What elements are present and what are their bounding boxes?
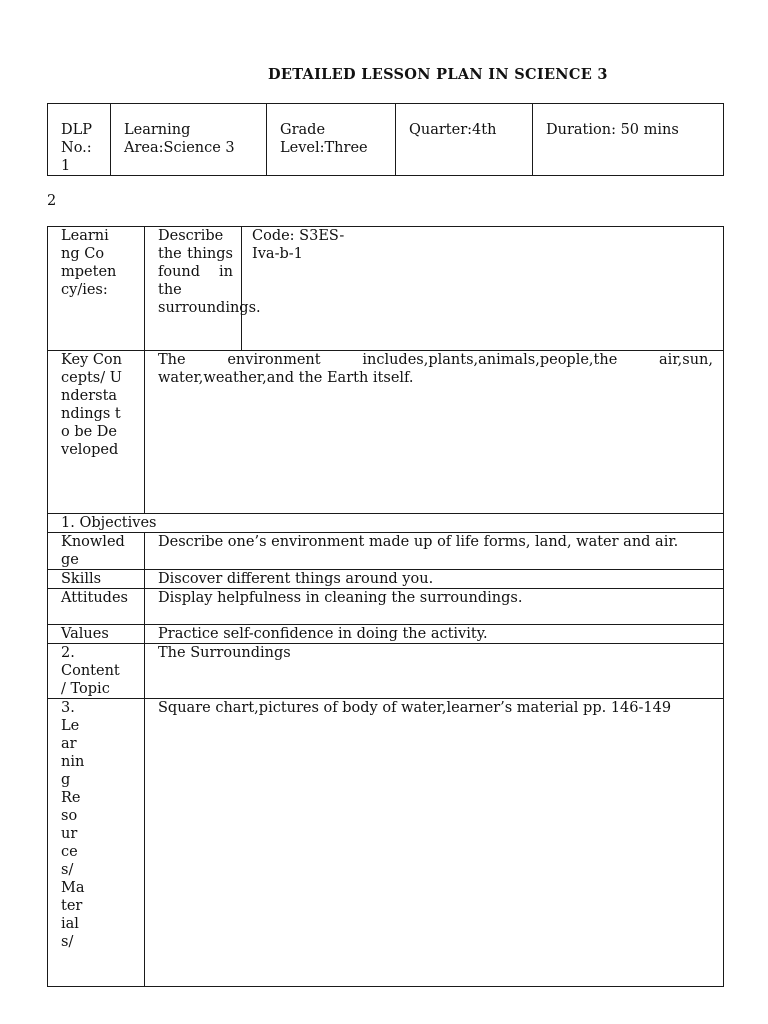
dlp-header-table — [47, 103, 724, 176]
values-row — [48, 625, 724, 644]
knowledge-row — [48, 533, 724, 570]
resources-text: Square chart,pictures of body of water,learner’s material pp. 146-149 — [158, 700, 672, 716]
key-concepts-row — [48, 351, 724, 514]
duration: Duration: 50 mins — [546, 122, 679, 138]
lesson-plan-table — [47, 226, 724, 987]
competency-row — [48, 227, 724, 351]
values-label: Values — [61, 626, 109, 642]
resources-text-cell — [145, 699, 724, 987]
skills-text: Discover different things around you. — [158, 571, 434, 587]
competency-code-cell — [242, 227, 724, 351]
page-number: 2 — [47, 193, 57, 209]
knowledge-label: Knowledge — [61, 534, 125, 568]
content-text-cell — [145, 644, 724, 699]
objectives-heading-cell — [48, 514, 724, 533]
attitudes-row — [48, 589, 724, 625]
values-text: Practice self-confidence in doing the activity. — [158, 626, 488, 642]
key-concepts-label: Key Concepts/ Understandings to be Developed — [61, 352, 122, 458]
knowledge-label-cell — [48, 533, 145, 570]
key-concepts-label-cell — [48, 351, 145, 514]
competency-description: Describe the things found in the surroundings. — [158, 228, 261, 316]
grade-level-cell — [267, 104, 396, 176]
knowledge-text: Describe one’s environment made up of life forms, land, water and air. — [158, 534, 679, 550]
page-title: DETAILED LESSON PLAN IN SCIENCE 3 — [268, 66, 608, 83]
resources-label: 3. Learning Resources/Materials/ — [61, 700, 85, 950]
objectives-heading-row — [48, 514, 724, 533]
knowledge-text-cell — [145, 533, 724, 570]
attitudes-text: Display helpfulness in cleaning the surroundings. — [158, 590, 523, 606]
learning-area: Learning Area:Science 3 — [124, 122, 235, 156]
values-label-cell — [48, 625, 145, 644]
skills-row — [48, 570, 724, 589]
learning-area-cell — [111, 104, 267, 176]
skills-label-cell — [48, 570, 145, 589]
key-concepts-text-cell — [145, 351, 724, 514]
content-row — [48, 644, 724, 699]
resources-label-cell — [48, 699, 145, 987]
content-label: 2. Content / Topic — [61, 645, 120, 697]
content-text: The Surroundings — [158, 645, 291, 661]
objectives-heading: 1. Objectives — [61, 515, 157, 531]
duration-cell — [533, 104, 724, 176]
values-text-cell — [145, 625, 724, 644]
attitudes-label: Attitudes — [61, 590, 128, 606]
resources-row — [48, 699, 724, 987]
key-concepts-text: The environment includes,plants,animals,people,the air,sun, water,weather,and the Earth itself. — [158, 352, 713, 386]
skills-text-cell — [145, 570, 724, 589]
competency-code: Code: S3ES-Iva-b-1 — [252, 228, 345, 262]
dlp-number-cell — [48, 104, 111, 176]
dlp-number: DLP No.: 1 — [61, 122, 93, 174]
content-label-cell — [48, 644, 145, 699]
skills-label: Skills — [61, 571, 102, 587]
competency-label-cell — [48, 227, 145, 351]
quarter-cell — [396, 104, 533, 176]
grade-level: Grade Level:Three — [280, 122, 368, 156]
quarter: Quarter:4th — [409, 122, 497, 138]
competency-description-cell — [145, 227, 261, 351]
competency-label: Learning Competency/ies: — [61, 228, 117, 298]
attitudes-label-cell — [48, 589, 145, 625]
attitudes-text-cell — [145, 589, 724, 625]
